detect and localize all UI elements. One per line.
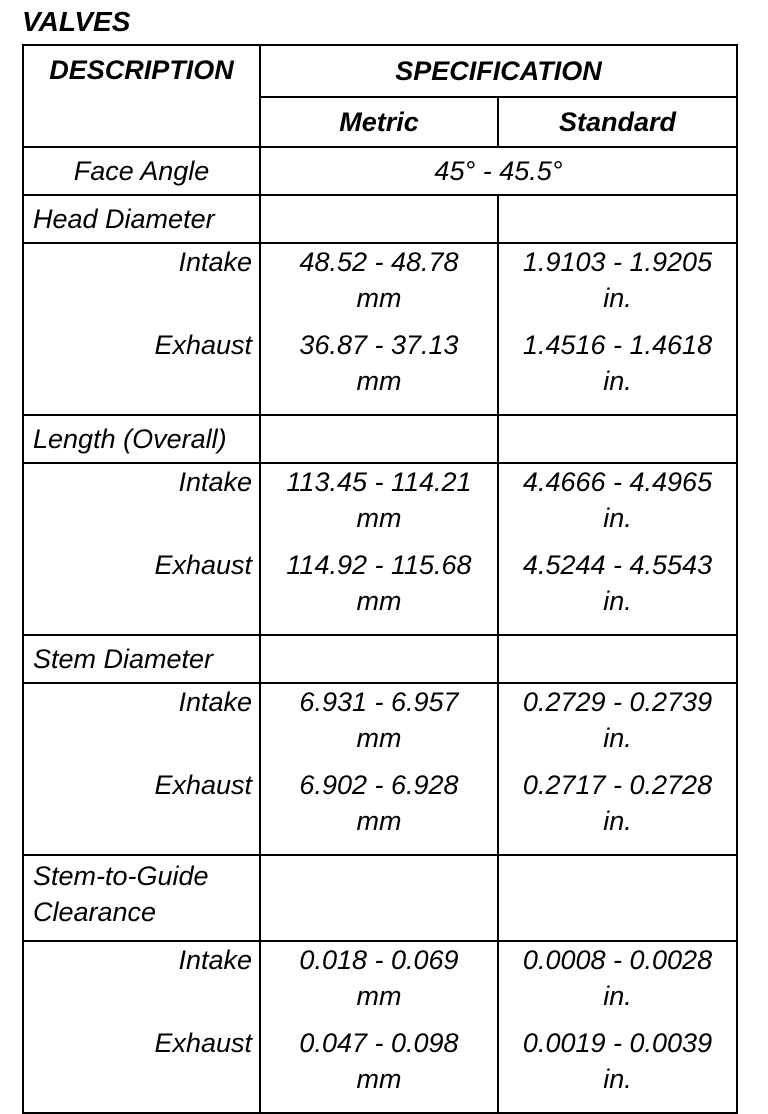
row-label: Intake — [23, 463, 260, 547]
page-title: VALVES — [22, 6, 131, 37]
standard-value: 0.0008 - 0.0028 in. — [498, 941, 737, 1025]
metric-value: 48.52 - 48.78 mm — [260, 243, 498, 327]
table-row-face-angle — [23, 147, 737, 195]
face-angle-value: 45° - 45.5° — [260, 147, 737, 195]
metric-value: 6.931 - 6.957 mm — [260, 683, 498, 767]
metric-value: 113.45 - 114.21 mm — [260, 463, 498, 547]
table-row — [23, 941, 737, 1025]
metric-value: 6.902 - 6.928 mm — [260, 767, 498, 855]
section-stem-diameter — [23, 635, 737, 683]
row-label: Intake — [23, 243, 260, 327]
valves-spec-table — [22, 44, 738, 1114]
standard-value: 0.0019 - 0.0039 in. — [498, 1025, 737, 1113]
standard-value: 4.4666 - 4.4965 in. — [498, 463, 737, 547]
table-row — [23, 683, 737, 767]
row-label: Exhaust — [23, 1025, 260, 1113]
standard-value: 4.5244 - 4.5543 in. — [498, 547, 737, 635]
section-length-overall — [23, 415, 737, 463]
table-row — [23, 767, 737, 855]
column-header-standard: Standard — [498, 97, 737, 147]
row-label: Exhaust — [23, 547, 260, 635]
table-row — [23, 1025, 737, 1113]
row-label: Exhaust — [23, 767, 260, 855]
row-label: Exhaust — [23, 327, 260, 415]
standard-value: 0.2729 - 0.2739 in. — [498, 683, 737, 767]
column-header-description: DESCRIPTION — [23, 45, 260, 147]
table-row — [23, 243, 737, 327]
table-row — [23, 547, 737, 635]
section-label: Stem-to-Guide Clearance — [23, 855, 260, 941]
header-row — [23, 45, 737, 97]
column-header-metric: Metric — [260, 97, 498, 147]
section-head-diameter — [23, 195, 737, 243]
standard-value: 1.4516 - 1.4618 in. — [498, 327, 737, 415]
metric-value: 0.047 - 0.098 mm — [260, 1025, 498, 1113]
section-label: Length (Overall) — [23, 415, 260, 463]
standard-value: 0.2717 - 0.2728 in. — [498, 767, 737, 855]
row-label: Intake — [23, 683, 260, 767]
face-angle-label: Face Angle — [23, 147, 260, 195]
section-label: Stem Diameter — [23, 635, 260, 683]
table-row — [23, 327, 737, 415]
standard-value: 1.9103 - 1.9205 in. — [498, 243, 737, 327]
row-label: Intake — [23, 941, 260, 1025]
metric-value: 36.87 - 37.13 mm — [260, 327, 498, 415]
column-header-specification: SPECIFICATION — [260, 45, 737, 97]
table-row — [23, 463, 737, 547]
section-label: Head Diameter — [23, 195, 260, 243]
section-stem-to-guide-clearance — [23, 855, 737, 941]
metric-value: 114.92 - 115.68 mm — [260, 547, 498, 635]
metric-value: 0.018 - 0.069 mm — [260, 941, 498, 1025]
